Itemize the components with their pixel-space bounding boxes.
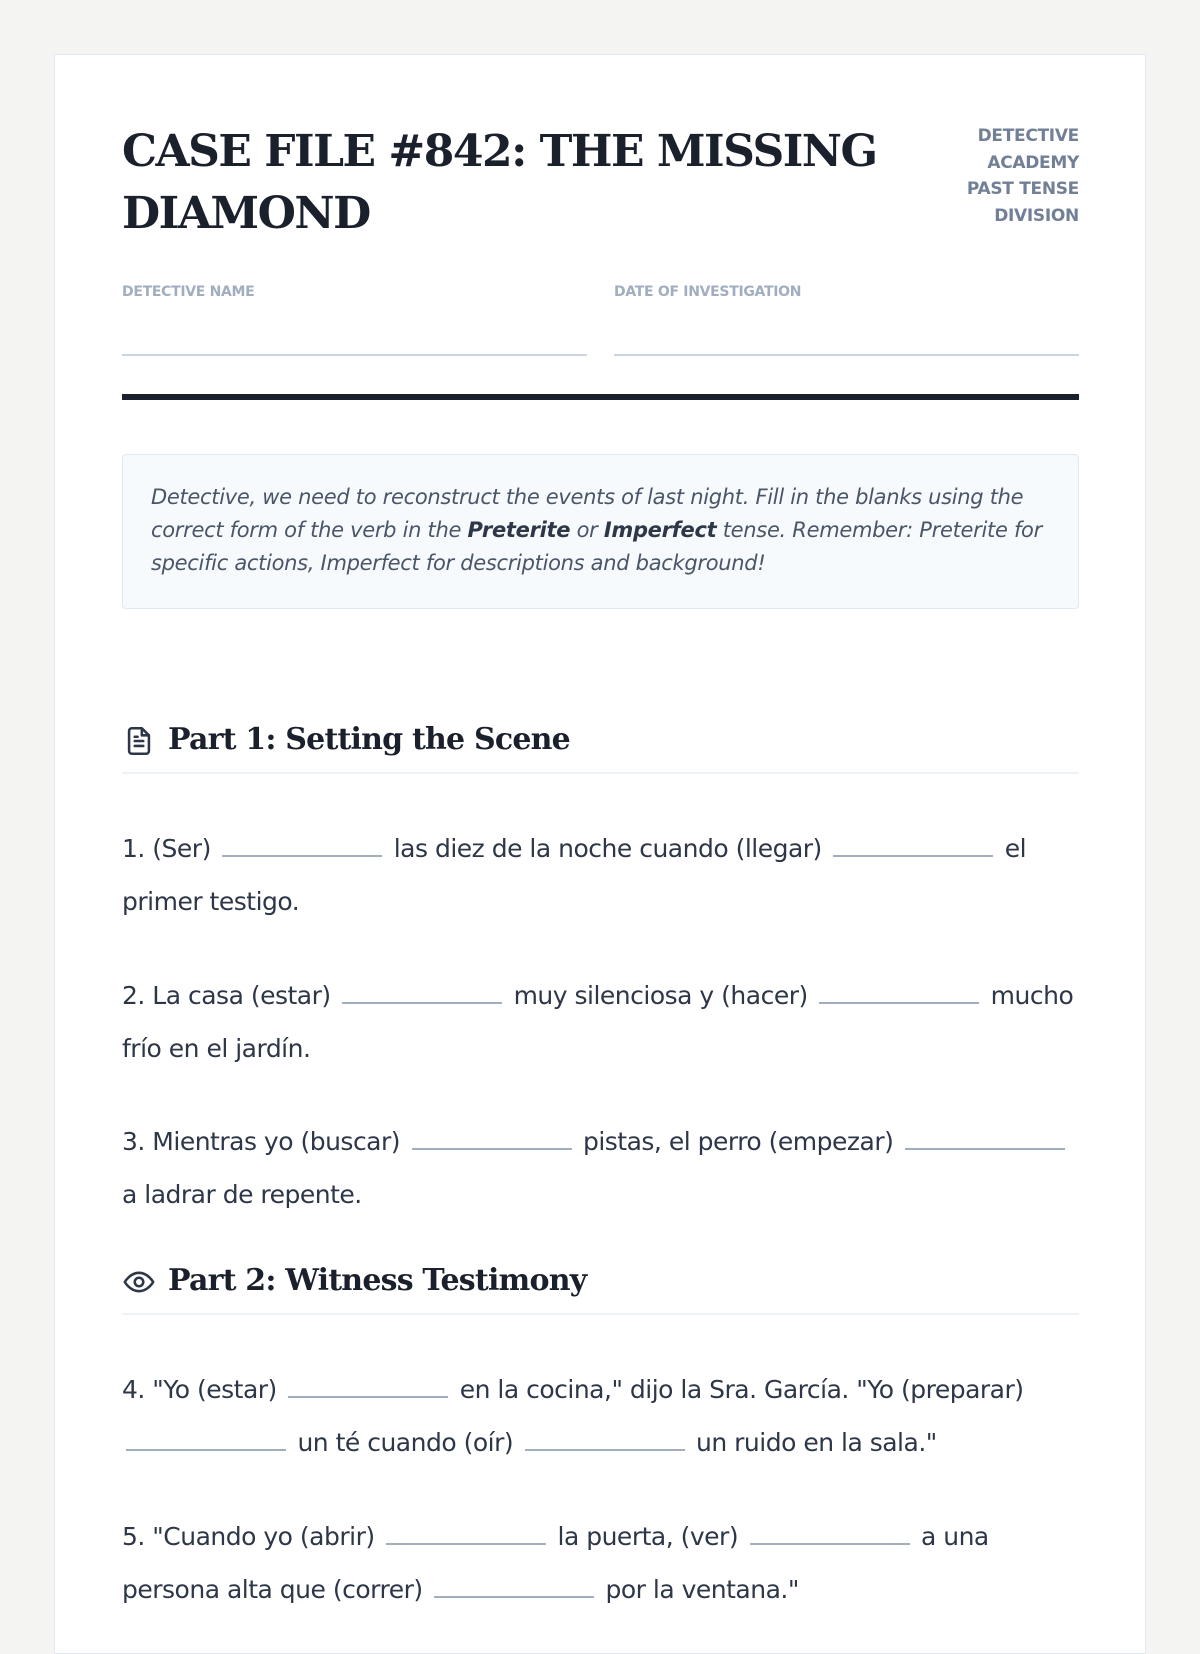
answer-blank[interactable]	[750, 1521, 910, 1545]
question-4-text-b: en la cocina," dijo la Sra. García. "Yo (preparar)	[452, 1375, 1024, 1404]
answer-blank[interactable]	[342, 980, 502, 1004]
section-title-part-1: Part 1: Setting the Scene	[168, 722, 570, 757]
preterite-term: Preterite	[467, 518, 571, 542]
question-2-text-c: mucho frío en el jardín.	[122, 981, 1074, 1063]
question-1-text-a: 1. (Ser)	[122, 834, 219, 863]
answer-blank[interactable]	[126, 1427, 286, 1451]
question-1-text-c: el primer testigo.	[122, 834, 1027, 916]
answer-blank[interactable]	[833, 833, 993, 857]
question-4-text-d: un ruido en la sala."	[688, 1428, 937, 1457]
question-2-text-a: 2. La casa (estar)	[122, 981, 339, 1010]
question-5-text-a: 5. "Cuando yo (abrir)	[122, 1522, 383, 1551]
question-1	[122, 822, 1079, 928]
question-2	[122, 969, 1079, 1075]
question-4	[122, 1363, 1079, 1469]
question-5-text-d: por la ventana."	[598, 1575, 799, 1604]
detective-name-label: DETECTIVE NAME	[122, 284, 255, 300]
question-5	[122, 1510, 1079, 1616]
question-2-text-b: muy silenciosa y (hacer)	[506, 981, 816, 1010]
question-3-text-c: a ladrar de repente.	[122, 1180, 362, 1209]
date-field[interactable]	[614, 284, 1079, 300]
date-line[interactable]	[614, 354, 1079, 356]
instructions-text-2: or	[570, 518, 604, 542]
answer-blank[interactable]	[386, 1521, 546, 1545]
question-4-text-a: 4. "Yo (estar)	[122, 1375, 285, 1404]
instructions-text-3: tense. Remember: Preterite for specific actions, Imperfect for descriptions and background!	[151, 518, 1042, 575]
question-5-text-b: la puerta, (ver)	[550, 1522, 746, 1551]
imperfect-term: Imperfect	[603, 518, 717, 542]
instructions-box	[122, 454, 1079, 609]
answer-blank[interactable]	[412, 1126, 572, 1150]
date-label: DATE OF INVESTIGATION	[614, 284, 802, 300]
question-1-text-b: las diez de la noche cuando (llegar)	[386, 834, 830, 863]
question-3-text-a: 3. Mientras yo (buscar)	[122, 1127, 408, 1156]
eye-icon	[122, 1265, 156, 1299]
detective-name-line[interactable]	[122, 354, 587, 356]
answer-blank[interactable]	[525, 1427, 685, 1451]
question-4-text-c: un té cuando (oír)	[290, 1428, 521, 1457]
document-icon	[122, 724, 156, 758]
worksheet-page	[54, 54, 1146, 1654]
answer-blank[interactable]	[905, 1126, 1065, 1150]
division-line-1: DETECTIVE ACADEMY	[977, 126, 1079, 173]
answer-blank[interactable]	[222, 833, 382, 857]
question-5-text-c: a una persona alta que (correr)	[122, 1522, 989, 1604]
detective-name-field[interactable]	[122, 284, 587, 300]
section-part-1	[122, 714, 1079, 774]
header-divider	[122, 394, 1079, 400]
instructions-text-1: Detective, we need to reconstruct the events of last night. Fill in the blanks using the correct form of the verb in the	[151, 485, 1024, 542]
case-file-title: CASE FILE #842: THE MISSING DIAMOND	[122, 126, 877, 239]
division-badge	[899, 123, 1079, 229]
section-title-part-2: Part 2: Witness Testimony	[168, 1263, 587, 1298]
question-3-text-b: pistas, el perro (empezar)	[575, 1127, 901, 1156]
answer-blank[interactable]	[288, 1374, 448, 1398]
division-line-2: PAST TENSE DIVISION	[966, 179, 1079, 226]
answer-blank[interactable]	[434, 1574, 594, 1598]
answer-blank[interactable]	[819, 980, 979, 1004]
section-part-2	[122, 1255, 1079, 1315]
question-3	[122, 1115, 1079, 1221]
